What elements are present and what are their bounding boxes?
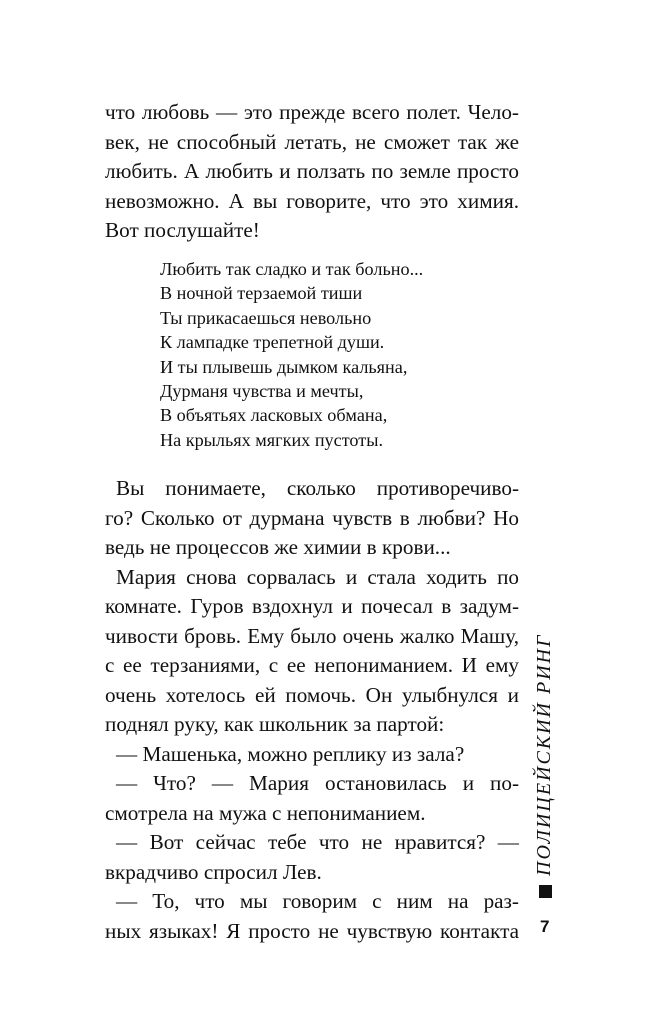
text-line: поднял руку, как школьник за партой: <box>105 712 445 736</box>
text-line: чивости бровь. Ему было очень жалко Машу, <box>105 623 519 648</box>
dialog-line: — Вот сейчас тебе что не нравится? — <box>116 830 519 854</box>
poem-line: В ночной терзаемой тиши <box>160 283 363 304</box>
text-line: с ее терзаниями, с ее непониманием. И ему <box>105 653 519 677</box>
poem-line: На крыльях мягких пустоты. <box>160 429 384 450</box>
poem <box>160 257 500 452</box>
text-line: ведь не процессов же химии в крови... <box>105 535 451 559</box>
text-line: век, не способный летать, не сможет так же <box>105 129 519 154</box>
poem-line: Ты прикасаешься невольно <box>160 307 372 328</box>
square-marker-icon <box>539 885 552 898</box>
poem-line: Любить так сладко и так больно... <box>160 259 424 279</box>
text-line: невозможно. А вы говорите, что это химия. <box>105 188 519 213</box>
paragraph-1 <box>105 98 519 246</box>
text-line: что любовь — это прежде всего полет. Чело- <box>105 100 519 124</box>
dialog-line: — То, что мы говорим с ним на раз- <box>116 889 519 913</box>
text-line: комнате. Гуров вздохнул и почесал в задум- <box>105 594 519 618</box>
text-line: Вы понимаете, сколько противоречиво- <box>116 476 519 500</box>
dialog-line: — Что? — Мария остановилась и по- <box>116 771 519 795</box>
dialog-line: — Машенька, можно реплику из зала? <box>116 741 465 766</box>
poem-line: И ты плывешь дымком кальяна, <box>160 356 408 377</box>
poem-line: В объятьях ласковых обмана, <box>160 405 388 426</box>
poem-line: Дурманя чувства и мечты, <box>160 381 364 402</box>
running-head <box>531 633 561 876</box>
text-line: Мария снова сорвалась и стала ходить по <box>116 564 519 589</box>
text-line: вкрадчиво спросил Лев. <box>105 859 322 884</box>
page-number: 7 <box>540 917 550 936</box>
paragraphs-after-poem <box>105 474 519 946</box>
text-line: ных языках! Я просто не чувствую контакта <box>105 918 519 943</box>
text-line: любить. А любить и ползать по земле просто <box>105 159 519 183</box>
text-line: смотрела на мужа с непониманием. <box>105 800 426 825</box>
running-head-title: ПОЛИЦЕЙСКИЙ РИНГ <box>533 633 555 876</box>
text-line: Вот послушайте! <box>105 218 260 242</box>
text-line: го? Сколько от дурмана чувств в любви? Но <box>105 505 519 530</box>
poem-line: К лампадке трепетной души. <box>160 332 385 353</box>
text-line: очень хотелось ей помочь. Он улыбнулся и <box>105 682 519 707</box>
